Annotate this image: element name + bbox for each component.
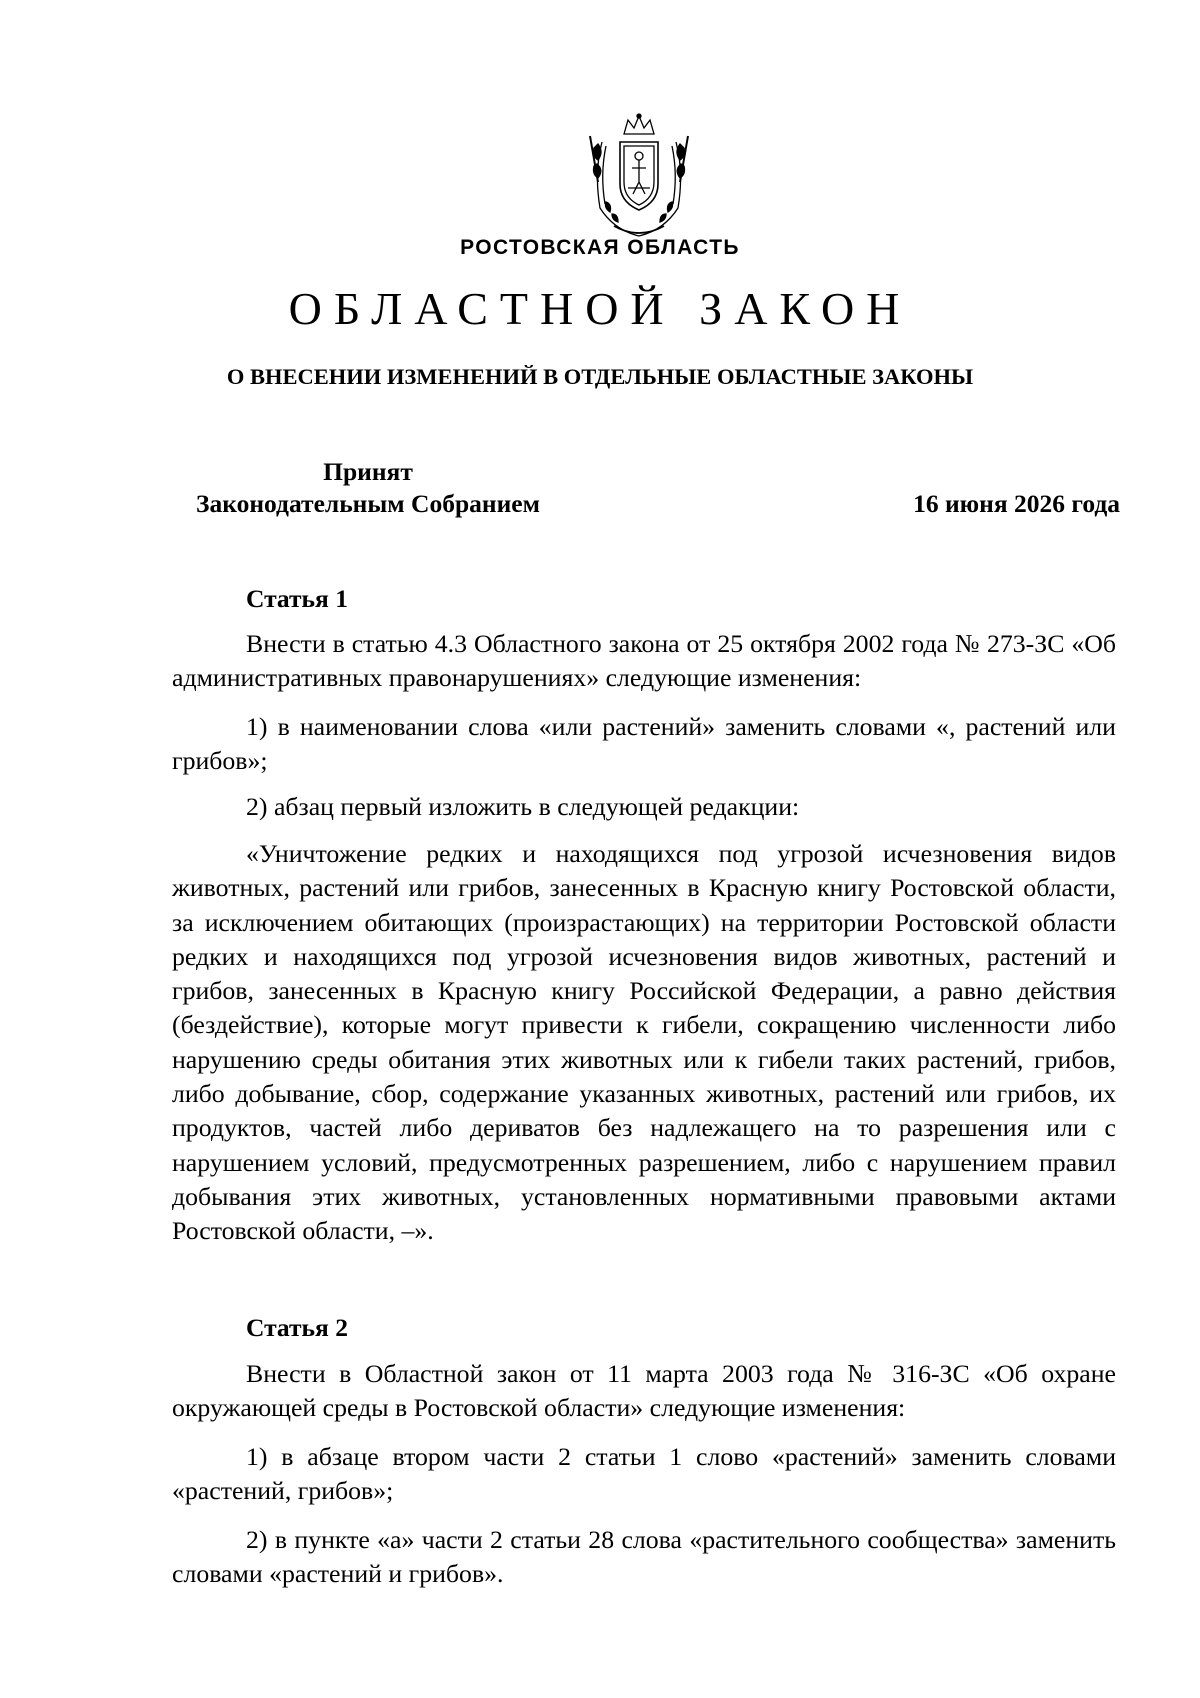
article-2-item-2: 2) в пункте «а» части 2 статьи 28 слова «растительного сообщества» заменить словами «растений и грибов». (172, 1525, 1116, 1589)
article-1-item-2: 2) абзац первый изложить в следующей редакции: (246, 792, 800, 821)
region-name: РОСТОВСКАЯ ОБЛАСТЬ (460, 236, 740, 259)
article-2-intro: Внести в Областной закон от 11 марта 2003 года № 316-ЗС «Об охране окружающей среды в Ростовской области» следующие изменения: (172, 1359, 1116, 1423)
adoption-date: 16 июня 2026 года (913, 489, 1120, 518)
article-2-item-1: 1) в абзаце втором части 2 статьи 1 слово «растений» заменить словами «растений, грибов»; (172, 1442, 1116, 1506)
adoption-line1: Принят (323, 457, 413, 486)
article-1-intro: Внести в статью 4.3 Областного закона от 25 октября 2002 года № 273-ЗС «Об административных правонарушениях» следующие изменения: (172, 629, 1116, 693)
law-title: О ВНЕСЕНИИ ИЗМЕНЕНИЙ В ОТДЕЛЬНЫЕ ОБЛАСТНЫЕ ЗАКОНЫ (226, 364, 974, 389)
adoption-line2: Законодательным Собранием (196, 489, 540, 518)
adoption-block (178, 456, 558, 520)
rostov-oblast-coat-of-arms-icon (584, 112, 694, 240)
article-1-heading: Статья 1 (246, 584, 348, 613)
article-1-item-1: 1) в наименовании слова «или растений» заменить словами «, растений или грибов»; (172, 712, 1116, 776)
law-type: ОБЛАСТНОЙ ЗАКОН (288, 283, 912, 334)
article-1-quote: «Уничтожение редких и находящихся под угрозой исчезновения видов животных, растений или грибов, занесенных в Красную книгу Ростовской области, за исключением обитающих (произрастающих) на территории Ростовской области редких и находящихся под угрозой исчезновения видов животных, растений и грибов, занесенных в Красную книгу Российской Федерации, а равно действия (бездействие), которые могут привести к гибели, сокращению численности либо нарушению среды обитания этих животных или к гибели таких растений, грибов, либо добывание, сбор, содержание указанных животных, растений или грибов, их продуктов, частей либо дериватов без надлежащего на то разрешения или с нарушением условий, предусмотренных разрешением, либо с нарушением правил добывания этих животных, установленных нормативными правовыми актами Ростовской области, –». (172, 839, 1116, 1246)
article-2-heading: Статья 2 (246, 1313, 348, 1342)
